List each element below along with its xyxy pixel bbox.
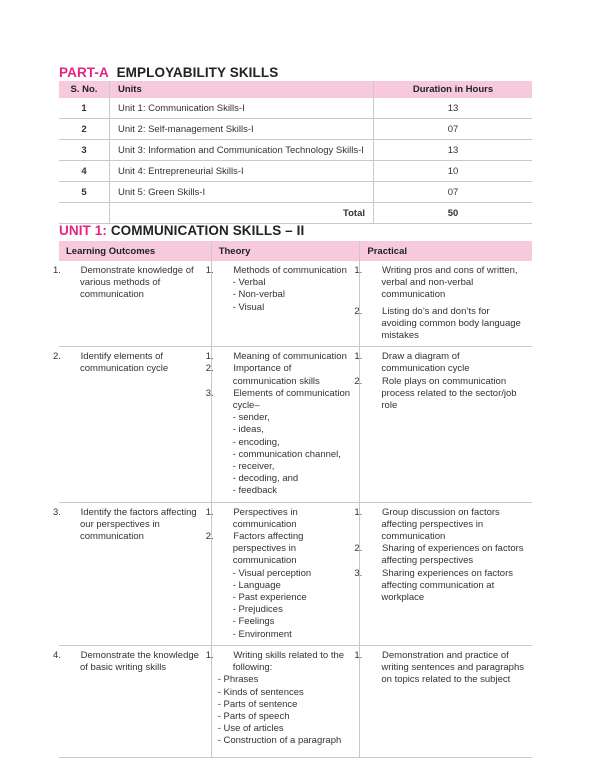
practical-cell: 1. Writing pros and cons of written, verbal and non-verbal communication 2. Listing do’s and don’ts for avoiding common body language mistakes (360, 261, 532, 347)
table-row (59, 119, 532, 140)
table-row (59, 140, 532, 161)
table-row (59, 645, 532, 757)
theory-subitem: - decoding, and (232, 473, 299, 485)
col-learning-outcomes: Learning Outcomes (59, 241, 211, 261)
row-unit: Unit 5: Green Skills-I (110, 182, 374, 203)
theory-subitem: - feedback (232, 485, 278, 497)
theory-subitem: - Construction of a paragraph (217, 735, 342, 747)
part-a-title: EMPLOYABILITY SKILLS (116, 65, 279, 80)
table-row (59, 261, 532, 347)
table-header-row (59, 81, 532, 98)
theory-subitem: - Prejudices (232, 604, 283, 616)
row-hours: 07 (374, 182, 533, 203)
table-header-row (59, 241, 532, 261)
table-row (59, 347, 532, 502)
total-label: Total (110, 203, 374, 224)
col-sno: S. No. (59, 81, 110, 98)
theory-subitem: - encoding, (232, 436, 280, 448)
outcome-cell: 3. Identify the factors affecting our perspectives in communication (59, 502, 211, 645)
practical-item: Draw a diagram of communication cycle (381, 351, 470, 375)
practical-cell: 1. Group discussion on factors affecting perspectives in communication 2. Sharing of experiences on factors affecting perspectives 3. Sharing experiences on factors affecting communication at workplace (360, 502, 532, 645)
theory-subitem: - sender, (232, 412, 270, 424)
theory-subitem: - receiver, (232, 461, 275, 473)
col-duration: Duration in Hours (374, 81, 533, 98)
theory-subitem: - Non-verbal (232, 289, 285, 301)
total-row (59, 203, 532, 224)
theory-subitem: - Parts of speech (217, 710, 290, 722)
theory-subitem: - communication channel, (232, 448, 341, 460)
row-unit: Unit 2: Self-management Skills-I (110, 119, 374, 140)
practical-cell: 1. Draw a diagram of communication cycle 2. Role plays on communication process related to the sector/job role (360, 347, 532, 502)
row-sno: 2 (59, 119, 110, 140)
communication-skills-table (53, 241, 532, 758)
col-units: Units (110, 81, 374, 98)
total-value: 50 (374, 203, 533, 224)
theory-cell: 1. Writing skills related to the following: - Phrases - Kinds of sentences - Parts of sentence - Parts of speech - Use of articles - Construction of a paragraph (211, 645, 360, 757)
unit1-prefix: UNIT 1: (59, 223, 107, 238)
row-unit: Unit 4: Entrepreneurial Skills-I (110, 161, 374, 182)
theory-subitem: - Language (232, 579, 281, 591)
table-row (59, 502, 532, 645)
theory-subitem: - Environment (232, 628, 292, 640)
col-theory: Theory (211, 241, 360, 261)
row-sno: 1 (59, 98, 110, 119)
theory-subitem: - Phrases (217, 674, 259, 686)
row-sno: 3 (59, 140, 110, 161)
theory-item: Writing skills related to the following: (232, 649, 345, 674)
row-hours: 07 (374, 119, 533, 140)
outcome-cell: 2. Identify elements of communication cycle (59, 347, 211, 502)
theory-item: Perspectives in communication (232, 506, 298, 530)
outcome-text: Demonstrate knowledge of various methods of communication (80, 265, 194, 301)
outcome-cell: 4. Demonstrate the knowledge of basic writing skills (59, 645, 211, 757)
part-a-heading (59, 65, 278, 80)
theory-item: Elements of communication cycle– (232, 387, 351, 412)
practical-item: Demonstration and practice of writing sentences and paragraphs on topics related to the subject (381, 649, 524, 686)
practical-item: Writing pros and cons of written, verbal and non-verbal communication (381, 265, 518, 301)
practical-item: Listing do’s and don’ts for avoiding common body language mistakes (381, 305, 521, 342)
row-sno: 4 (59, 161, 110, 182)
theory-item: Factors affecting perspectives in communication (232, 531, 304, 567)
row-hours: 13 (374, 140, 533, 161)
total-empty-cell (59, 203, 110, 224)
row-hours: 13 (374, 98, 533, 119)
part-a-prefix: PART-A (59, 65, 109, 80)
outcome-text: Identify the factors affecting our perspectives in communication (80, 506, 197, 543)
table-row (59, 182, 532, 203)
theory-subitem: - Visual (232, 301, 265, 313)
theory-subitem: - Use of articles (217, 723, 284, 735)
table-row (59, 161, 532, 182)
row-unit: Unit 3: Information and Communication Technology Skills-I (110, 140, 374, 161)
practical-item: Sharing of experiences on factors affecting perspectives (381, 543, 524, 567)
outcome-cell: 1. Demonstrate knowledge of various methods of communication (59, 261, 211, 347)
practical-cell: 1. Demonstration and practice of writing sentences and paragraphs on topics related to the subject (360, 645, 532, 757)
theory-cell: 1. Methods of communication - Verbal - Non-verbal - Visual (211, 261, 360, 347)
practical-item: Sharing experiences on factors affecting communication at workplace (381, 567, 513, 604)
theory-cell: 1. Meaning of communication 2. Importance of communication skills 3. Elements of communication cycle– - sender, - ideas, - encoding, - communication channel, - receiver, - decoding, and - feedback (211, 347, 360, 502)
theory-subitem: - Parts of sentence (217, 698, 298, 710)
theory-subitem: - Verbal (232, 277, 266, 289)
theory-item: Meaning of communication (233, 351, 347, 363)
employability-skills-table (59, 81, 532, 224)
theory-subitem: - Kinds of sentences (217, 686, 304, 698)
unit1-heading (59, 223, 304, 238)
row-sno: 5 (59, 182, 110, 203)
theory-subitem: - Feelings (232, 616, 275, 628)
outcome-text: Demonstrate the knowledge of basic writing skills (80, 649, 199, 674)
theory-cell: 1. Perspectives in communication 2. Factors affecting perspectives in communication - Visual perception - Language - Past experience - Prejudices - Feelings - Environment (211, 502, 360, 645)
row-unit: Unit 1: Communication Skills-I (110, 98, 374, 119)
unit1-title: COMMUNICATION SKILLS – II (110, 223, 305, 238)
table-row (59, 98, 532, 119)
theory-subitem: - ideas, (232, 424, 264, 436)
outcome-text: Identify elements of communication cycle (80, 351, 169, 375)
practical-item: Role plays on communication process related to the sector/job role (381, 375, 517, 412)
theory-subitem: - Visual perception (232, 567, 312, 579)
practical-item: Group discussion on factors affecting perspectives in communication (381, 506, 500, 543)
theory-item: Methods of communication (233, 265, 347, 276)
row-hours: 10 (374, 161, 533, 182)
theory-subitem: - Past experience (232, 592, 307, 604)
theory-item: Importance of communication skills (232, 363, 320, 387)
col-practical: Practical (360, 241, 532, 261)
